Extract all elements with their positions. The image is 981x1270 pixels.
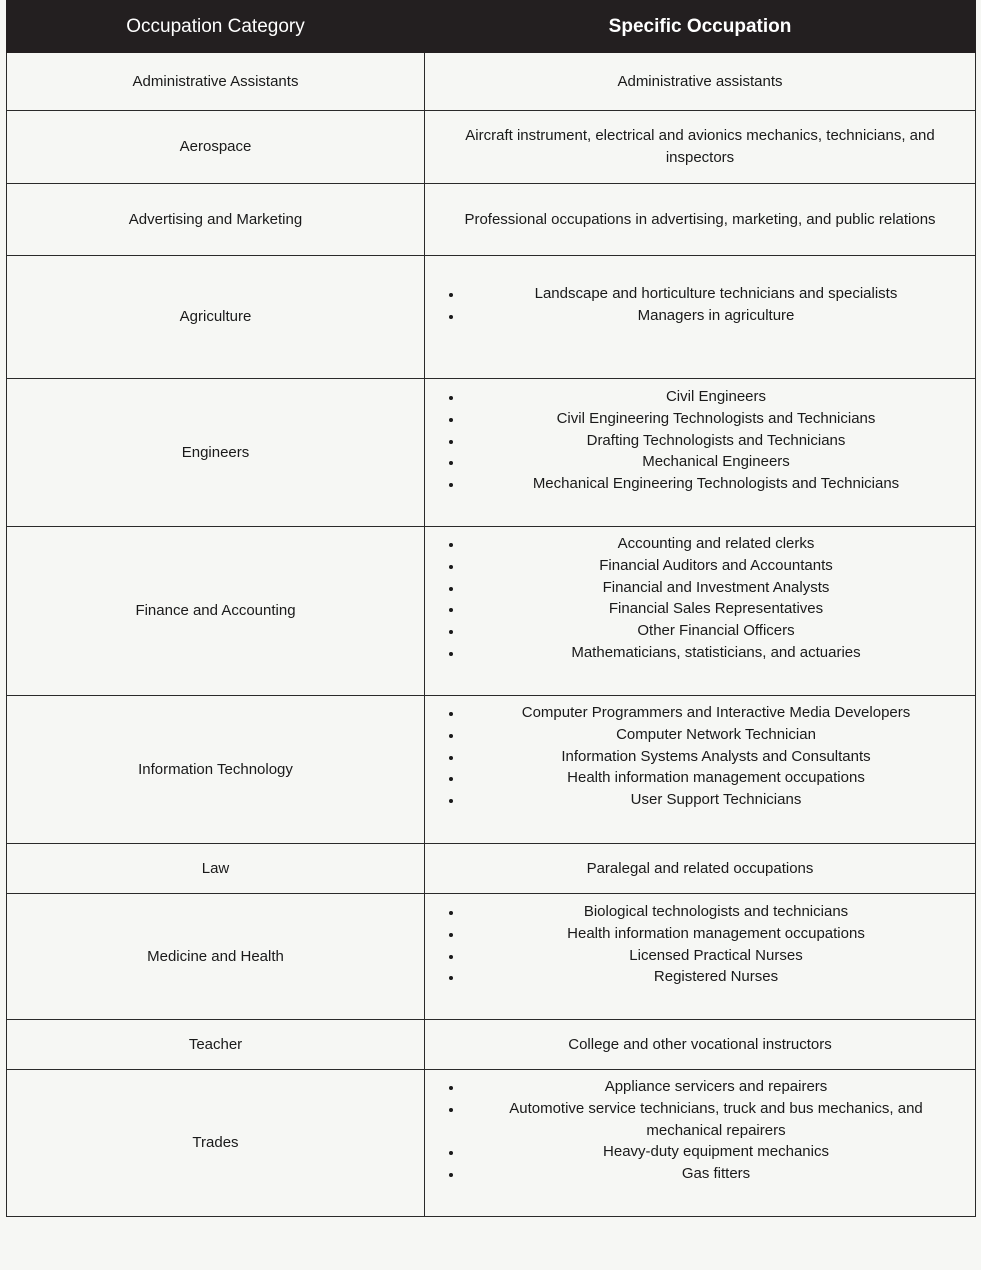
occupation-list-cell bbox=[425, 379, 976, 527]
list-item: • Computer Programmers and Interactive Media Developers bbox=[463, 702, 965, 724]
list-item: • Health information management occupations bbox=[463, 923, 965, 945]
table-row bbox=[7, 696, 976, 844]
category-cell: Aerospace bbox=[7, 111, 425, 184]
table-row bbox=[7, 256, 976, 379]
list-item: • Financial Auditors and Accountants bbox=[463, 555, 965, 577]
list-item: • Registered Nurses bbox=[463, 966, 965, 988]
list-item: • User Support Technicians bbox=[463, 789, 965, 811]
header-occupation-category: Occupation Category bbox=[7, 1, 425, 53]
category-cell: Teacher bbox=[7, 1020, 425, 1070]
table-row bbox=[7, 844, 976, 894]
category-cell: Medicine and Health bbox=[7, 894, 425, 1020]
list-item: • Managers in agriculture bbox=[463, 305, 965, 327]
list-item: • Civil Engineering Technologists and Technicians bbox=[463, 408, 965, 430]
list-item: • Health information management occupations bbox=[463, 767, 965, 789]
occupation-list-cell bbox=[425, 256, 976, 379]
list-item: • Other Financial Officers bbox=[463, 620, 965, 642]
list-item: • Gas fitters bbox=[463, 1163, 965, 1185]
list-item: • Mechanical Engineering Technologists and Technicians bbox=[463, 473, 965, 495]
list-item: • Accounting and related clerks bbox=[463, 533, 965, 555]
occupation-list bbox=[435, 1076, 965, 1185]
category-cell: Information Technology bbox=[7, 696, 425, 844]
occupation-cell: Aircraft instrument, electrical and avionics mechanics, technicians, and inspectors bbox=[425, 111, 976, 184]
category-cell: Engineers bbox=[7, 379, 425, 527]
list-item: • Drafting Technologists and Technicians bbox=[463, 430, 965, 452]
category-cell: Advertising and Marketing bbox=[7, 184, 425, 256]
occupation-list-cell bbox=[425, 527, 976, 696]
header-specific-occupation: Specific Occupation bbox=[425, 1, 976, 53]
occupation-list-cell bbox=[425, 1070, 976, 1217]
occupation-list bbox=[435, 901, 965, 988]
category-cell: Agriculture bbox=[7, 256, 425, 379]
occupation-cell: College and other vocational instructors bbox=[425, 1020, 976, 1070]
table-row bbox=[7, 1070, 976, 1217]
list-item: • Financial and Investment Analysts bbox=[463, 577, 965, 599]
list-item: • Mathematicians, statisticians, and actuaries bbox=[463, 642, 965, 664]
occupation-cell: Administrative assistants bbox=[425, 53, 976, 111]
category-cell: Law bbox=[7, 844, 425, 894]
occupation-cell: Professional occupations in advertising, marketing, and public relations bbox=[425, 184, 976, 256]
table-row bbox=[7, 527, 976, 696]
list-item: • Civil Engineers bbox=[463, 386, 965, 408]
list-item: • Mechanical Engineers bbox=[463, 451, 965, 473]
occupation-list bbox=[435, 386, 965, 495]
list-item: • Licensed Practical Nurses bbox=[463, 945, 965, 967]
list-item: • Information Systems Analysts and Consultants bbox=[463, 746, 965, 768]
list-item: • Biological technologists and technicians bbox=[463, 901, 965, 923]
category-cell: Finance and Accounting bbox=[7, 527, 425, 696]
table-row bbox=[7, 379, 976, 527]
table-row bbox=[7, 1020, 976, 1070]
category-cell: Trades bbox=[7, 1070, 425, 1217]
list-item: • Automotive service technicians, truck and bus mechanics, and mechanical repairers bbox=[463, 1098, 965, 1142]
occupation-list bbox=[435, 283, 965, 327]
occupation-table-container bbox=[6, 0, 975, 1217]
occupation-list-cell bbox=[425, 696, 976, 844]
list-item: • Appliance servicers and repairers bbox=[463, 1076, 965, 1098]
list-item: • Computer Network Technician bbox=[463, 724, 965, 746]
table-row bbox=[7, 184, 976, 256]
table-header-row bbox=[7, 1, 976, 53]
occupation-list-cell bbox=[425, 894, 976, 1020]
list-item: • Heavy-duty equipment mechanics bbox=[463, 1141, 965, 1163]
table-row bbox=[7, 894, 976, 1020]
list-item: • Landscape and horticulture technicians and specialists bbox=[463, 283, 965, 305]
category-cell: Administrative Assistants bbox=[7, 53, 425, 111]
occupation-cell: Paralegal and related occupations bbox=[425, 844, 976, 894]
occupation-list bbox=[435, 702, 965, 811]
table-row bbox=[7, 111, 976, 184]
occupation-list bbox=[435, 533, 965, 664]
list-item: • Financial Sales Representatives bbox=[463, 598, 965, 620]
table-row bbox=[7, 53, 976, 111]
occupation-table bbox=[6, 0, 976, 1217]
